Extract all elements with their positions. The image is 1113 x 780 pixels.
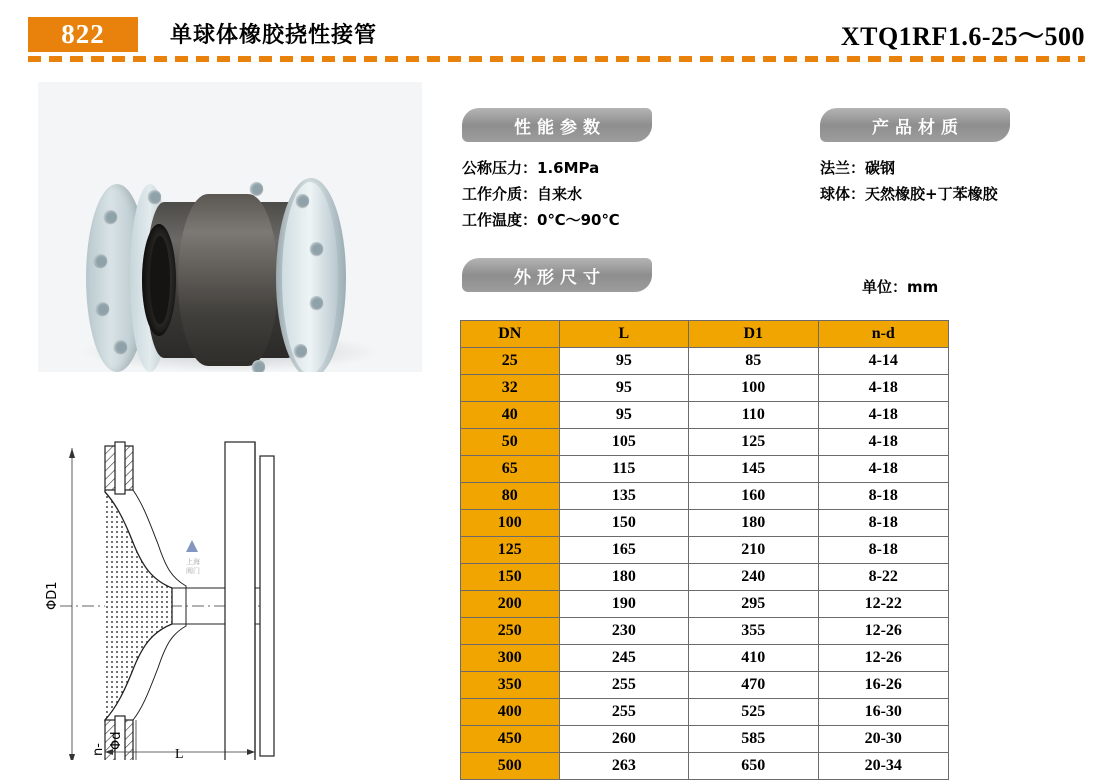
page-number-badge: 822 (28, 17, 138, 52)
table-cell-d1: 240 (689, 564, 818, 591)
spec-row (820, 181, 998, 207)
table-cell-dn: 100 (461, 510, 560, 537)
table-cell-dn: 250 (461, 618, 560, 645)
table-body (461, 348, 949, 780)
spec-value: 0℃～90℃ (537, 211, 620, 229)
drawing-label-d1: ΦD1 (45, 581, 60, 610)
table-cell-dn: 50 (461, 429, 560, 456)
table-cell-nd: 8-22 (818, 564, 948, 591)
table-cell-nd: 12-26 (818, 645, 948, 672)
table-cell-nd: 4-18 (818, 456, 948, 483)
table-cell-nd: 8-18 (818, 537, 948, 564)
table-cell-dn: 65 (461, 456, 560, 483)
table-row (461, 402, 949, 429)
table-cell-dn: 300 (461, 645, 560, 672)
table-cell-l: 95 (559, 402, 688, 429)
table-cell-d1: 525 (689, 699, 818, 726)
table-cell-dn: 500 (461, 753, 560, 780)
table-row (461, 429, 949, 456)
column-header-l: L (559, 321, 688, 348)
table-cell-l: 180 (559, 564, 688, 591)
spec-row (820, 155, 998, 181)
table-cell-l: 263 (559, 753, 688, 780)
table-row (461, 591, 949, 618)
table-cell-l: 115 (559, 456, 688, 483)
spec-value: 自来水 (537, 185, 583, 203)
table-cell-nd: 16-30 (818, 699, 948, 726)
table-row (461, 564, 949, 591)
table-cell-l: 230 (559, 618, 688, 645)
bolt-hole (310, 296, 323, 309)
column-header-d1: D1 (689, 321, 818, 348)
table-row (461, 753, 949, 780)
spec-value: 天然橡胶+丁苯橡胶 (865, 185, 998, 203)
table-cell-dn: 350 (461, 672, 560, 699)
table-cell-dn: 125 (461, 537, 560, 564)
product-photo (38, 82, 422, 372)
right-flange-face (282, 182, 338, 372)
bolt-hole (148, 190, 161, 203)
svg-text:阀门: 阀门 (186, 567, 200, 575)
table-row (461, 699, 949, 726)
spec-key: 工作温度： (462, 211, 538, 229)
table-cell-l: 150 (559, 510, 688, 537)
drawing-label-d: Φd (109, 731, 124, 750)
table-cell-l: 135 (559, 483, 688, 510)
table-cell-dn: 450 (461, 726, 560, 753)
table-cell-nd: 16-26 (818, 672, 948, 699)
table-row (461, 645, 949, 672)
table-cell-d1: 160 (689, 483, 818, 510)
table-row (461, 483, 949, 510)
table-cell-nd: 4-18 (818, 402, 948, 429)
spec-row (462, 155, 620, 181)
table-cell-d1: 210 (689, 537, 818, 564)
page-header (0, 0, 1113, 62)
table-cell-dn: 40 (461, 402, 560, 429)
table-cell-l: 165 (559, 537, 688, 564)
table-cell-d1: 585 (689, 726, 818, 753)
table-row (461, 537, 949, 564)
dimension-table (460, 320, 949, 780)
unit-note: 单位：mm (862, 278, 939, 296)
table-cell-nd: 8-18 (818, 510, 948, 537)
header-divider (28, 56, 1085, 62)
page-title: 单球体橡胶挠性接管 (170, 23, 378, 48)
performance-section-banner: 性能参数 (462, 108, 652, 142)
table-cell-dn: 32 (461, 375, 560, 402)
bolt-hole (252, 360, 265, 372)
table-cell-d1: 180 (689, 510, 818, 537)
table-cell-dn: 400 (461, 699, 560, 726)
bolt-hole (96, 302, 109, 315)
spec-key: 球体： (820, 185, 866, 203)
spec-key: 公称压力： (462, 159, 538, 177)
drawing-svg (20, 420, 440, 760)
table-cell-nd: 12-22 (818, 591, 948, 618)
table-cell-l: 190 (559, 591, 688, 618)
table-row (461, 510, 949, 537)
table-cell-l: 255 (559, 699, 688, 726)
table-cell-nd: 20-34 (818, 753, 948, 780)
bolt-hole (296, 194, 309, 207)
drawing-label-l: L (175, 747, 184, 760)
table-row (461, 672, 949, 699)
table-cell-d1: 100 (689, 375, 818, 402)
dimension-section-banner: 外形尺寸 (462, 258, 652, 292)
table-row (461, 618, 949, 645)
performance-spec-list (462, 155, 620, 233)
spec-row (462, 181, 620, 207)
bolt-hole (310, 242, 323, 255)
technical-drawing (20, 420, 440, 760)
spec-key: 工作介质： (462, 185, 538, 203)
spec-value: 1.6MPa (537, 159, 600, 177)
table-cell-d1: 355 (689, 618, 818, 645)
table-cell-d1: 145 (689, 456, 818, 483)
table-header-row (461, 321, 949, 348)
table-cell-l: 245 (559, 645, 688, 672)
table-cell-dn: 200 (461, 591, 560, 618)
column-header-nd: n-d (818, 321, 948, 348)
table-cell-l: 95 (559, 375, 688, 402)
spec-key: 法兰： (820, 159, 866, 177)
table-cell-d1: 125 (689, 429, 818, 456)
table-cell-l: 95 (559, 348, 688, 375)
table-cell-d1: 110 (689, 402, 818, 429)
table-row (461, 348, 949, 375)
table-row (461, 375, 949, 402)
bolt-hole (294, 344, 307, 357)
column-header-dn: DN (461, 321, 560, 348)
table-cell-d1: 470 (689, 672, 818, 699)
bolt-hole (250, 182, 263, 195)
table-cell-nd: 4-14 (818, 348, 948, 375)
table-cell-nd: 4-18 (818, 429, 948, 456)
material-spec-list (820, 155, 998, 207)
table-cell-nd: 20-30 (818, 726, 948, 753)
bolt-hole (114, 340, 127, 353)
table-cell-nd: 12-26 (818, 618, 948, 645)
table-cell-d1: 85 (689, 348, 818, 375)
table-cell-d1: 650 (689, 753, 818, 780)
pipe-bore-inner (150, 236, 170, 324)
table-cell-dn: 150 (461, 564, 560, 591)
table-cell-dn: 25 (461, 348, 560, 375)
table-row (461, 726, 949, 753)
table-cell-d1: 410 (689, 645, 818, 672)
bolt-hole (104, 210, 117, 223)
table-cell-nd: 8-18 (818, 483, 948, 510)
spec-row (462, 207, 620, 233)
table-cell-d1: 295 (689, 591, 818, 618)
drawing-label-nd: n- (91, 743, 106, 756)
bolt-hole (94, 254, 107, 267)
svg-text:上海: 上海 (186, 558, 200, 566)
table-cell-l: 255 (559, 672, 688, 699)
table-cell-nd: 4-18 (818, 375, 948, 402)
spec-value: 碳钢 (865, 159, 896, 177)
product-model-code: XTQ1RF1.6-25～500 (840, 22, 1085, 51)
table-cell-l: 260 (559, 726, 688, 753)
table-cell-l: 105 (559, 429, 688, 456)
table-row (461, 456, 949, 483)
table-cell-dn: 80 (461, 483, 560, 510)
material-section-banner: 产品材质 (820, 108, 1010, 142)
rubber-bellow-center (178, 194, 278, 366)
